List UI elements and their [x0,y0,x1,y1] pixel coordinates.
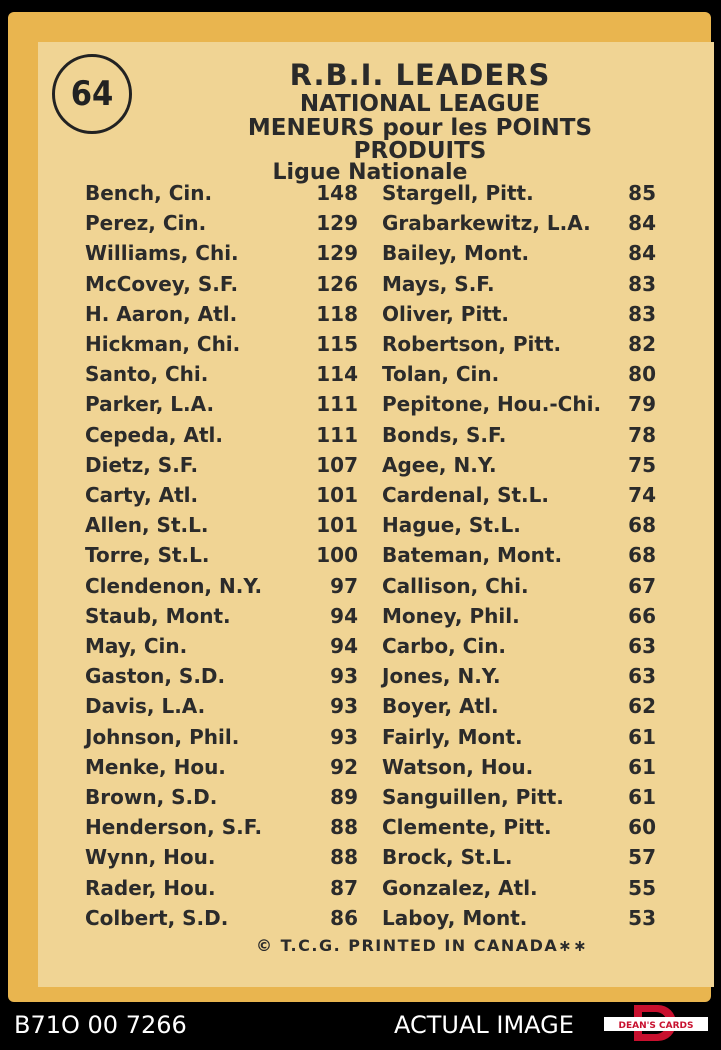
leader-row [0,876,721,906]
leader-row [0,483,721,513]
right-rbi-value: 67 [628,573,656,598]
french-title-line2: PRODUITS [353,138,487,164]
right-player-name: Jones, N.Y. [382,664,501,689]
leader-row [0,755,721,785]
left-rbi-value: 88 [330,815,358,840]
leader-row [0,604,721,634]
left-player-name: Dietz, S.F. [85,452,199,477]
left-rbi-value: 101 [316,483,358,507]
right-rbi-value: 63 [628,634,656,658]
right-rbi-value: 68 [628,543,656,568]
left-rbi-value: 86 [330,905,358,930]
left-player-name: Hickman, Chi. [85,332,241,356]
left-rbi-value: 148 [316,181,358,205]
leader-row [0,543,721,573]
right-player-name: Tolan, Cin. [382,362,500,387]
right-player-name: Bateman, Mont. [382,543,563,568]
left-rbi-value: 93 [330,694,358,719]
leader-row [0,181,721,211]
left-player-name: Torre, St.L. [85,543,210,568]
left-player-name: Staub, Mont. [85,603,231,628]
right-rbi-value: 75 [628,452,656,477]
left-player-name: Gaston, S.D. [85,664,226,689]
left-rbi-value: 88 [330,845,358,870]
left-player-name: Menke, Hou. [85,754,226,779]
left-rbi-value: 129 [316,241,358,266]
actual-image-label: ACTUAL IMAGE [394,1011,574,1039]
right-player-name: Stargell, Pitt. [382,181,534,205]
leader-row [0,634,721,664]
left-rbi-value: 87 [330,875,358,900]
right-rbi-value: 60 [628,815,656,840]
right-rbi-value: 55 [628,875,656,900]
leader-row [0,423,721,453]
left-rbi-value: 94 [330,634,358,658]
leader-row [0,362,721,392]
right-rbi-value: 79 [628,392,656,417]
left-rbi-value: 111 [316,422,358,447]
right-rbi-value: 57 [628,845,656,870]
right-player-name: Hague, St.L. [382,513,521,538]
right-rbi-value: 61 [628,724,656,749]
leader-row [0,785,721,815]
right-player-name: Carbo, Cin. [382,634,507,658]
left-rbi-value: 107 [316,452,358,477]
right-player-name: Clemente, Pitt. [382,815,552,840]
left-player-name: Clendenon, N.Y. [85,573,263,598]
right-player-name: Mays, S.F. [382,271,495,296]
right-player-name: Laboy, Mont. [382,905,528,930]
leader-row [0,302,721,332]
right-player-name: Robertson, Pitt. [382,332,562,356]
left-player-name: May, Cin. [85,634,188,658]
right-player-name: Callison, Chi. [382,573,529,598]
left-rbi-value: 97 [330,573,358,598]
leader-row [0,694,721,724]
left-player-name: Brown, S.D. [85,785,218,809]
right-player-name: Grabarkewitz, L.A. [382,211,591,236]
left-player-name: Henderson, S.F. [85,815,263,840]
logo-text: DEAN'S CARDS [618,1021,694,1031]
left-player-name: H. Aaron, Atl. [85,301,238,326]
leader-row [0,453,721,483]
left-player-name: Bench, Cin. [85,181,213,205]
left-player-name: Perez, Cin. [85,211,207,236]
right-player-name: Brock, St.L. [382,845,513,870]
leader-row [0,211,721,241]
right-rbi-value: 66 [628,603,656,628]
right-rbi-value: 84 [628,211,656,236]
right-rbi-value: 53 [628,905,656,930]
copyright-footer: © T.C.G. PRINTED IN CANADA∗∗ [256,936,589,955]
right-rbi-value: 80 [628,362,656,387]
left-rbi-value: 94 [330,603,358,628]
left-player-name: Santo, Chi. [85,362,209,387]
right-player-name: Watson, Hou. [382,754,534,779]
left-player-name: Rader, Hou. [85,875,216,900]
deans-cards-logo [604,1003,708,1043]
left-player-name: Cepeda, Atl. [85,422,223,447]
left-rbi-value: 92 [330,754,358,779]
card-title: R.B.I. LEADERS [289,58,551,92]
left-player-name: Johnson, Phil. [85,724,240,749]
right-player-name: Gonzalez, Atl. [382,875,538,900]
right-player-name: Bonds, S.F. [382,422,507,447]
leader-row [0,392,721,422]
right-player-name: Fairly, Mont. [382,724,523,749]
left-player-name: Davis, L.A. [85,694,206,719]
right-rbi-value: 62 [628,694,656,719]
leader-row [0,664,721,694]
left-rbi-value: 129 [316,211,358,236]
card-number: 64 [52,54,132,134]
left-rbi-value: 126 [316,271,358,296]
leader-row [0,845,721,875]
leader-row [0,513,721,543]
right-rbi-value: 83 [628,271,656,296]
right-rbi-value: 83 [628,301,656,326]
right-rbi-value: 82 [628,332,656,356]
left-rbi-value: 93 [330,724,358,749]
right-rbi-value: 63 [628,664,656,689]
right-player-name: Pepitone, Hou.-Chi. [382,392,602,417]
right-rbi-value: 84 [628,241,656,266]
leader-row [0,332,721,362]
right-rbi-value: 74 [628,483,656,507]
right-rbi-value: 85 [628,181,656,205]
right-player-name: Bailey, Mont. [382,241,530,266]
right-rbi-value: 68 [628,513,656,538]
leader-row [0,906,721,936]
french-title-line1: MENEURS pour les POINTS [247,115,593,141]
right-rbi-value: 61 [628,754,656,779]
right-rbi-value: 78 [628,422,656,447]
right-player-name: Oliver, Pitt. [382,301,510,326]
right-player-name: Agee, N.Y. [382,452,497,477]
left-rbi-value: 115 [316,332,358,356]
right-rbi-value: 61 [628,785,656,809]
league-heading: NATIONAL LEAGUE [299,91,541,117]
leader-row [0,272,721,302]
left-rbi-value: 114 [316,362,358,387]
listing-code: B71O 00 7266 [14,1011,187,1039]
left-player-name: Allen, St.L. [85,513,209,538]
right-player-name: Sanguillen, Pitt. [382,785,564,809]
left-player-name: Williams, Chi. [85,241,239,266]
french-league-heading: Ligue Nationale [272,160,468,185]
left-player-name: Colbert, S.D. [85,905,229,930]
right-player-name: Cardenal, St.L. [382,483,549,507]
left-rbi-value: 100 [316,543,358,568]
leader-row [0,241,721,271]
left-rbi-value: 111 [316,392,358,417]
leader-row [0,815,721,845]
leader-row [0,725,721,755]
left-rbi-value: 101 [316,513,358,538]
leader-row [0,574,721,604]
right-player-name: Money, Phil. [382,603,520,628]
left-player-name: McCovey, S.F. [85,271,239,296]
left-player-name: Carty, Atl. [85,483,199,507]
left-player-name: Wynn, Hou. [85,845,216,870]
left-rbi-value: 118 [316,301,358,326]
left-rbi-value: 93 [330,664,358,689]
left-player-name: Parker, L.A. [85,392,215,417]
right-player-name: Boyer, Atl. [382,694,499,719]
left-rbi-value: 89 [330,785,358,809]
